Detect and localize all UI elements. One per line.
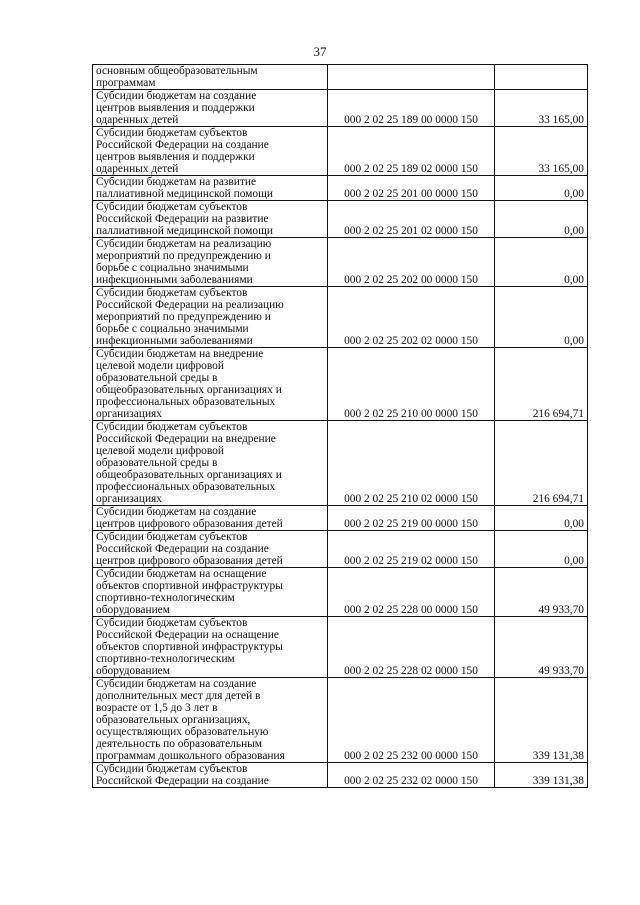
table-row (93, 531, 588, 568)
table-row (93, 90, 588, 127)
budget-code-cell: 000 2 02 25 210 02 0000 150 (328, 421, 495, 506)
budget-table (92, 64, 588, 788)
table-row (93, 763, 588, 788)
budget-code-cell: 000 2 02 25 202 02 0000 150 (328, 287, 495, 348)
budget-code-cell: 000 2 02 25 202 00 0000 150 (328, 238, 495, 287)
revenue-name-cell: Субсидии бюджетам субъектов Российской Федерации на оснащение объектов спортивной инфраструктуры спортивно-технологическим оборудованием (93, 617, 328, 678)
amount-cell: 339 131,38 (495, 678, 588, 763)
page-number: 37 (313, 44, 327, 59)
table-row (93, 127, 588, 176)
revenue-name-cell: Субсидии бюджетам на внедрение целевой модели цифровой образовательной среды в общеобразовательных организациях и профессиональных образовательных организациях (93, 348, 328, 421)
table-row (93, 678, 588, 763)
revenue-name-cell: Субсидии бюджетам субъектов Российской Федерации на реализацию мероприятий по предупреждению и борьбе с социально значимыми инфекционными заболеваниями (93, 287, 328, 348)
amount-cell: 33 165,00 (495, 127, 588, 176)
table-row (93, 287, 588, 348)
revenue-name-cell: Субсидии бюджетам на оснащение объектов спортивной инфраструктуры спортивно-технологическим оборудованием (93, 568, 328, 617)
revenue-name-cell: Субсидии бюджетам субъектов Российской Федерации на внедрение целевой модели цифровой образовательной среды в общеобразовательных организациях и профессиональных образовательных организациях (93, 421, 328, 506)
amount-cell: 33 165,00 (495, 90, 588, 127)
revenue-name-cell: Субсидии бюджетам субъектов Российской Федерации на создание центров выявления и поддержки одаренных детей (93, 127, 328, 176)
table-body (93, 65, 588, 788)
table-row (93, 348, 588, 421)
budget-code-cell: 000 2 02 25 201 00 0000 150 (328, 176, 495, 201)
table-row (93, 506, 588, 531)
revenue-name-cell: основным общеобразовательным программам (93, 65, 328, 90)
amount-cell: 0,00 (495, 531, 588, 568)
budget-code-cell: 000 2 02 25 210 00 0000 150 (328, 348, 495, 421)
budget-code-cell: 000 2 02 25 189 02 0000 150 (328, 127, 495, 176)
amount-cell: 0,00 (495, 238, 588, 287)
revenue-name-cell: Субсидии бюджетам субъектов Российской Федерации на создание центров цифрового образования детей (93, 531, 328, 568)
revenue-name-cell: Субсидии бюджетам на создание центров цифрового образования детей (93, 506, 328, 531)
table-row (93, 617, 588, 678)
table-row (93, 176, 588, 201)
amount-cell (495, 65, 588, 90)
budget-code-cell (328, 65, 495, 90)
table-row (93, 568, 588, 617)
budget-code-cell: 000 2 02 25 219 00 0000 150 (328, 506, 495, 531)
revenue-name-cell: Субсидии бюджетам на создание центров выявления и поддержки одаренных детей (93, 90, 328, 127)
table-row (93, 421, 588, 506)
revenue-name-cell: Субсидии бюджетам на развитие паллиативной медицинской помощи (93, 176, 328, 201)
amount-cell: 0,00 (495, 506, 588, 531)
budget-code-cell: 000 2 02 25 232 02 0000 150 (328, 763, 495, 788)
table-row (93, 238, 588, 287)
amount-cell: 216 694,71 (495, 421, 588, 506)
amount-cell: 339 131,38 (495, 763, 588, 788)
budget-code-cell: 000 2 02 25 228 02 0000 150 (328, 617, 495, 678)
amount-cell: 49 933,70 (495, 568, 588, 617)
amount-cell: 216 694,71 (495, 348, 588, 421)
budget-code-cell: 000 2 02 25 189 00 0000 150 (328, 90, 495, 127)
amount-cell: 0,00 (495, 287, 588, 348)
revenue-name-cell: Субсидии бюджетам на создание дополнительных мест для детей в возрасте от 1,5 до 3 лет в образовательных организациях, осуществляющих образовательную деятельность по образовательным программам дошкольного образования (93, 678, 328, 763)
budget-code-cell: 000 2 02 25 219 02 0000 150 (328, 531, 495, 568)
table-row (93, 65, 588, 90)
budget-code-cell: 000 2 02 25 201 02 0000 150 (328, 201, 495, 238)
amount-cell: 0,00 (495, 176, 588, 201)
revenue-name-cell: Субсидии бюджетам на реализацию мероприятий по предупреждению и борьбе с социально значимыми инфекционными заболеваниями (93, 238, 328, 287)
budget-code-cell: 000 2 02 25 232 00 0000 150 (328, 678, 495, 763)
amount-cell: 0,00 (495, 201, 588, 238)
revenue-name-cell: Субсидии бюджетам субъектов Российской Федерации на развитие паллиативной медицинской помощи (93, 201, 328, 238)
amount-cell: 49 933,70 (495, 617, 588, 678)
revenue-name-cell: Субсидии бюджетам субъектов Российской Федерации на создание (93, 763, 328, 788)
budget-code-cell: 000 2 02 25 228 00 0000 150 (328, 568, 495, 617)
table-row (93, 201, 588, 238)
